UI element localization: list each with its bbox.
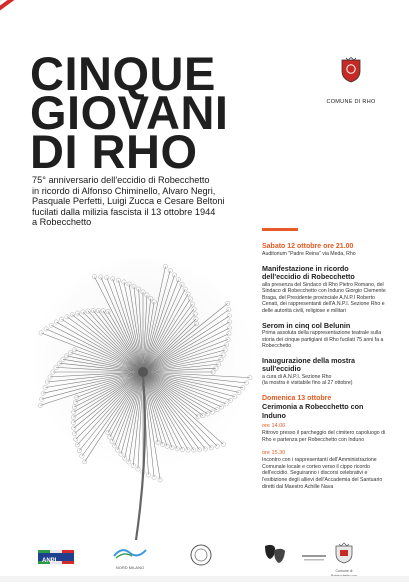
- event-time: ore 14.00: [262, 423, 286, 430]
- event-description: a cura di A.N.P.I. Sezione Rho: [262, 373, 332, 380]
- event-heading: Manifestazione in ricordo dell'eccidio di Robecchetto: [262, 263, 355, 282]
- masks-icon: [262, 543, 288, 567]
- event-item: [262, 265, 387, 315]
- event-item: [262, 357, 387, 387]
- anpi-flag-icon: [38, 546, 76, 568]
- event-description: Prima assoluta della rappresentazione teatrale sulla storia dei cinque partigiani di Rho fucilati 75 anni fa a Robecchetto: [262, 330, 384, 350]
- event-item: [262, 450, 387, 490]
- event-time: ore 15.30: [262, 450, 286, 457]
- anpi-label: ANPI: [42, 558, 57, 564]
- sponsor-logos: [0, 540, 409, 576]
- poster-subtitle: [32, 175, 247, 228]
- subtitle-line: in ricordo di Alfonso Chiminello, Alvaro Negri,: [32, 185, 216, 196]
- day-one-date: Sabato 12 ottobre ore 21.00: [262, 243, 354, 250]
- title-line-3: DI RHO: [30, 125, 198, 178]
- italian-flag-stripes: [0, 0, 101, 34]
- comune-label: COMUNE DI RHO: [326, 99, 376, 105]
- event-note: (la mostra è visitabile fino al 27 ottobre): [262, 380, 353, 387]
- dandelion-photo: [18, 250, 263, 540]
- event-program: [262, 242, 387, 497]
- robecchetto-crest-icon: [334, 542, 354, 564]
- accent-bar: [262, 228, 298, 231]
- bottom-frame: [0, 576, 409, 582]
- subtitle-line: fucilati dalla milizia fascista il 13 ottobre 1944: [32, 206, 216, 217]
- day-two: [262, 394, 387, 420]
- day-two-heading: Cerimonia a Robecchetto con Induno: [262, 402, 364, 420]
- red-stripe: [0, 0, 94, 25]
- text-mark-icon: [302, 553, 326, 563]
- day-one: [262, 242, 387, 258]
- round-seal-logo: [190, 544, 212, 571]
- comune-di-rho-logo: [325, 57, 377, 105]
- rho-crest-icon: [340, 57, 362, 83]
- wave-icon: [112, 546, 148, 560]
- small-text-logo: [302, 550, 326, 568]
- event-description: Ritrovo presso il parcheggio del cimitero capoluogo di Rho e partenza per Robecchetto con Induno: [262, 430, 386, 443]
- event-item: [262, 423, 387, 443]
- subtitle-line: 75° anniversario dell'eccidio di Robecchetto: [32, 175, 210, 185]
- event-heading: Inaugurazione della mostra sull'eccidio: [262, 355, 356, 374]
- event-item: [262, 322, 387, 350]
- robecchetto-label: Comune di: [335, 569, 353, 573]
- poster-title: [30, 47, 229, 178]
- day-one-venue: Auditorium "Padre Reina" via Meda, Rho: [262, 251, 356, 257]
- title-line-2: GIOVANI: [30, 86, 229, 139]
- event-description: Incontro con i rappresentanti dell'Amministrazione Comunale locale e corteo verso il cippo ricordo dell'eccidio. Seguiranno i discorsi celebrativi e l'esibizione degli allievi dell'Accademia del Santuario diretti dal Maestro Achille Nava: [262, 457, 383, 490]
- white-stripe: [0, 0, 90, 19]
- day-two-date: Domenica 13 ottobre: [262, 395, 332, 403]
- anpi-logo: [38, 546, 76, 573]
- event-heading: Serom in cinq col Belunin: [262, 320, 351, 330]
- event-description: alla presenza del Sindaco di Rho Pietro Romano, del Sindaco di Robecchetto con Induno Giorgio Clemente Braga, del Presidente provinciale A.N.P.I Roberto Cenati, dei rappresentanti dell'A.N.P.I. Sezione Rho e delle autorità civili, religiose e militari: [262, 281, 386, 314]
- theatre-mask-logo: [262, 543, 288, 572]
- subtitle-line: Pasquale Perfetti, Luigi Zucca e Cesare Beltoni: [32, 196, 225, 206]
- nord-milano-logo: [112, 546, 148, 570]
- title-line-1: CINQUE: [30, 47, 216, 100]
- seal-icon: [190, 544, 212, 566]
- nord-milano-label: NORD MILANO: [115, 565, 145, 570]
- subtitle-line: a Robecchetto: [32, 217, 92, 227]
- green-stripe: [0, 0, 86, 13]
